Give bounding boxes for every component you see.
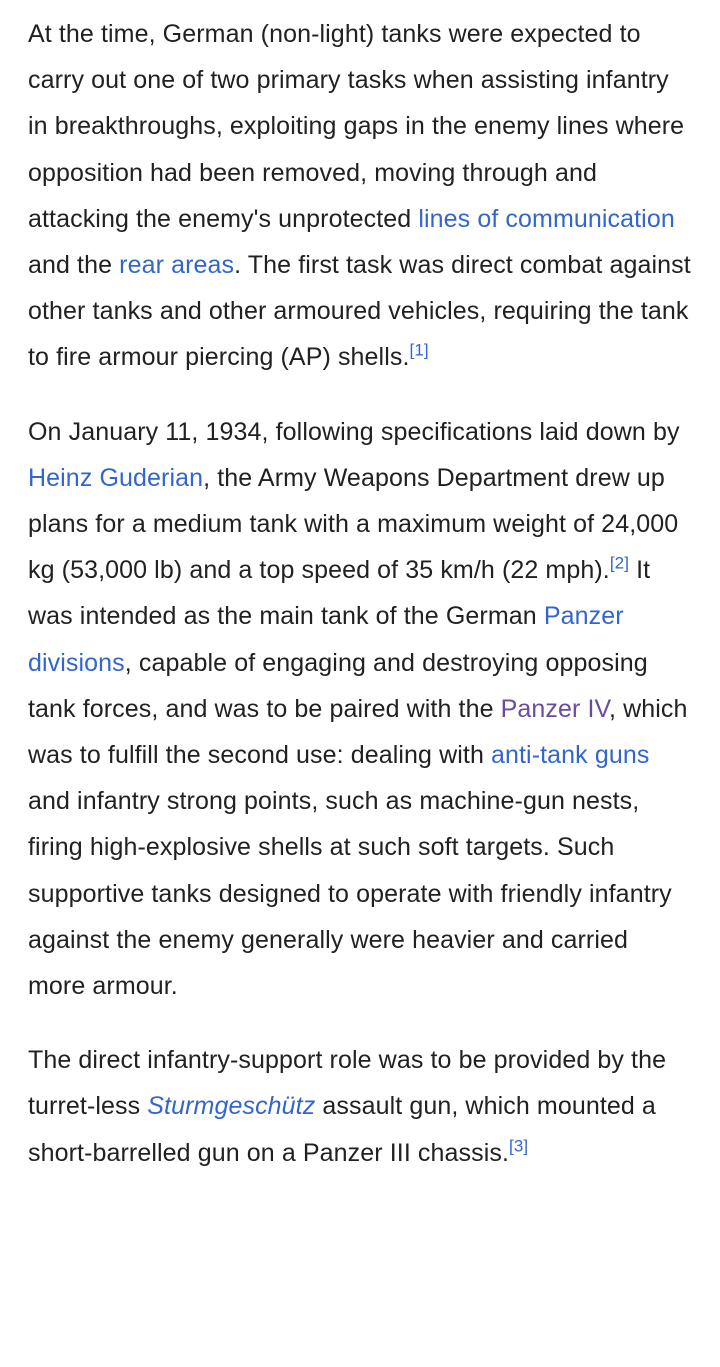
paragraph-2-text-2: , the Army Weapons Department drew up plans for a medium tank with a maximum weight of 24,000 kg (53,000 lb) and a top speed of 35 km/h (22 mph). xyxy=(28,463,679,585)
paragraph-2 xyxy=(28,409,692,1010)
link-anti-tank-guns[interactable]: anti-tank guns xyxy=(491,741,650,770)
link-sturmgeschutz[interactable] xyxy=(147,1092,315,1120)
paragraph-2-text-5: , which was to fulfill the second use: dealing with xyxy=(28,694,688,770)
paragraph-1 xyxy=(28,11,692,381)
paragraph-3-text-2: assault gun, which mounted a short-barrelled gun on a Panzer III chassis. xyxy=(28,1092,656,1167)
link-panzer-iv[interactable]: Panzer IV xyxy=(500,694,610,723)
reference-3 xyxy=(509,1136,528,1155)
reference-3-link[interactable]: [3] xyxy=(509,1136,529,1156)
link-panzer-divisions[interactable]: Panzer divisions xyxy=(28,602,624,677)
paragraph-2-text-4: , capable of engaging and destroying opposing tank forces, and was to be paired with the xyxy=(28,648,648,723)
reference-2 xyxy=(610,554,629,573)
paragraph-3 xyxy=(28,1037,692,1176)
paragraph-1-text-3: . The first task was direct combat against other tanks and other armoured vehicles, requiring the tank to fire armour piercing (AP) shells. xyxy=(28,251,691,372)
link-rear-areas[interactable]: rear areas xyxy=(119,251,235,280)
reference-1-link[interactable]: [1] xyxy=(409,341,429,361)
link-heinz-guderian[interactable]: Heinz Guderian xyxy=(28,463,204,492)
article-body xyxy=(28,11,692,1204)
paragraph-2-text-6: and infantry strong points, such as machine-gun nests, firing high-explosive shells at such soft targets. Such supportive tanks designed to operate with friendly infantry against the enemy generally were heavier and carried more armour. xyxy=(28,787,672,1001)
link-lines-of-communication[interactable]: lines of communication xyxy=(418,204,675,233)
paragraph-1-text-1: At the time, German (non-light) tanks were expected to carry out one of two primary tasks when assisting infantry in breakthroughs, exploiting gaps in the enemy lines where opposition had been removed, moving through and attacking the enemy's unprotected xyxy=(28,20,685,233)
paragraph-3-text-1: The direct infantry-support role was to be provided by the turret-less xyxy=(28,1046,667,1121)
paragraph-2-text-1: On January 11, 1934, following specifications laid down by xyxy=(28,417,680,446)
reference-1 xyxy=(410,341,429,360)
paragraph-1-text-2: and the xyxy=(28,251,120,280)
reference-2-link[interactable]: [2] xyxy=(609,553,630,573)
paragraph-2-text-3: It was intended as the main tank of the German xyxy=(28,556,651,631)
link-sturmgeschutz-label: Sturmgeschütz xyxy=(147,1092,316,1121)
